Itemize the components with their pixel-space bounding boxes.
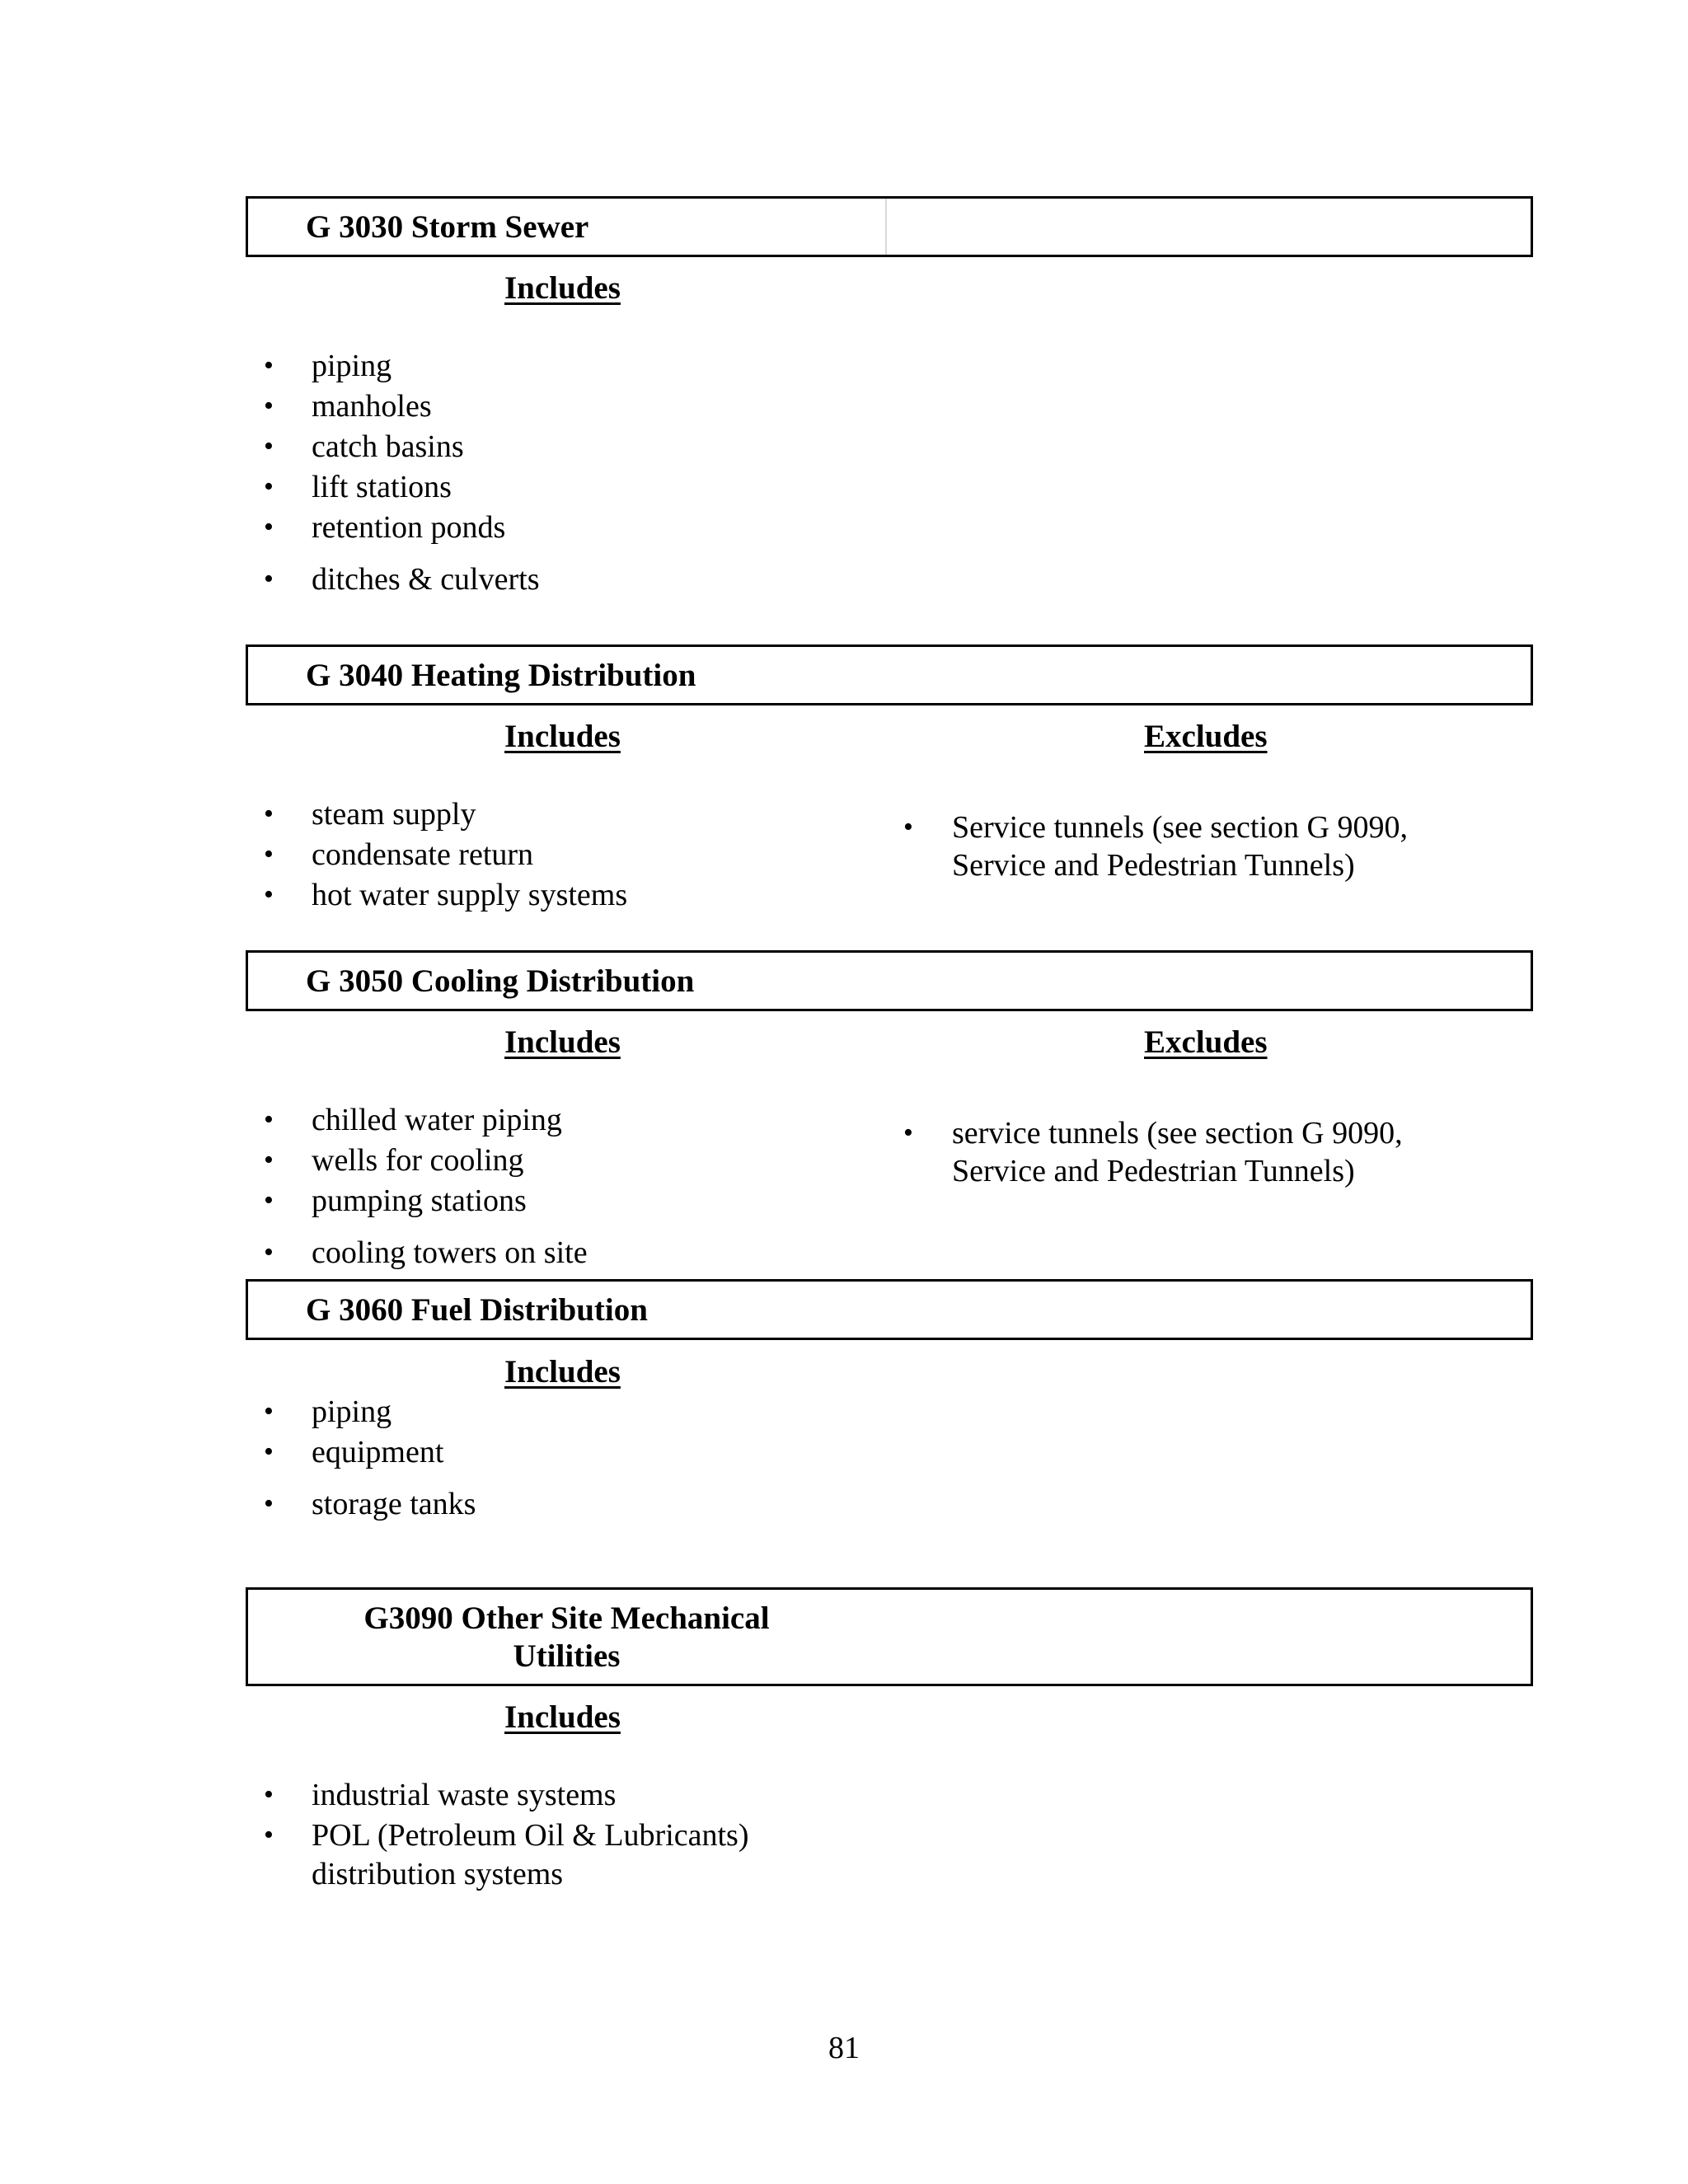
list-item-continued: distribution systems: [312, 1857, 564, 1891]
section-title: G3090 Other Site Mechanical: [363, 1601, 770, 1636]
bullet-icon: •: [264, 512, 274, 542]
list-item: Service and Pedestrian Tunnels): [952, 1154, 1355, 1188]
bullet-icon: •: [264, 564, 274, 594]
section-title: G 3050 Cooling Distribution: [306, 963, 695, 999]
list-item: Service tunnels (see section G 9090,: [952, 810, 1408, 845]
section-header-g3030: [246, 196, 1533, 257]
excludes-heading: Excludes: [1144, 1024, 1268, 1060]
bullet-icon: •: [264, 350, 274, 381]
bullet-icon: •: [264, 1436, 274, 1467]
section-header-g3060: [246, 1279, 1533, 1340]
section-title: G 3040 Heating Distribution: [306, 658, 696, 693]
list-item: lift stations: [312, 470, 452, 504]
section-title-continued: Utilities: [513, 1638, 621, 1674]
bullet-icon: •: [264, 1104, 274, 1135]
list-item: service tunnels (see section G 9090,: [952, 1116, 1403, 1151]
bullet-icon: •: [264, 1185, 274, 1216]
bullet-icon: •: [264, 391, 274, 421]
includes-heading: Includes: [504, 1354, 621, 1390]
bullet-icon: •: [264, 799, 274, 829]
section-header-g3050: [246, 950, 1533, 1011]
list-item: piping: [312, 1394, 392, 1429]
includes-heading: Includes: [504, 1024, 621, 1060]
bullet-icon: •: [264, 879, 274, 910]
bullet-icon: •: [903, 812, 913, 842]
bullet-icon: •: [264, 1779, 274, 1810]
section-header-g3040: [246, 644, 1533, 705]
list-item: cooling towers on site: [312, 1235, 588, 1270]
includes-heading: Includes: [504, 270, 621, 306]
list-item: equipment: [312, 1435, 444, 1469]
list-item: condensate return: [312, 837, 534, 872]
list-item: steam supply: [312, 797, 476, 832]
bullet-icon: •: [264, 1820, 274, 1850]
list-item: pumping stations: [312, 1183, 527, 1218]
bullet-icon: •: [264, 471, 274, 502]
list-item: retention ponds: [312, 510, 506, 545]
section-title: G 3060 Fuel Distribution: [306, 1292, 648, 1328]
list-item: storage tanks: [312, 1487, 476, 1521]
list-item: manholes: [312, 389, 432, 424]
header-divider: [885, 199, 887, 255]
bullet-icon: •: [264, 431, 274, 462]
excludes-heading: Excludes: [1144, 719, 1268, 754]
list-item: chilled water piping: [312, 1103, 562, 1137]
list-item: industrial waste systems: [312, 1778, 617, 1812]
page-number: 81: [828, 2031, 860, 2065]
bullet-icon: •: [264, 1145, 274, 1175]
includes-heading: Includes: [504, 1699, 621, 1735]
list-item: catch basins: [312, 429, 464, 464]
list-item: wells for cooling: [312, 1143, 524, 1178]
bullet-icon: •: [264, 1488, 274, 1519]
section-title: G 3030 Storm Sewer: [306, 209, 589, 245]
bullet-icon: •: [903, 1118, 913, 1148]
list-item: Service and Pedestrian Tunnels): [952, 848, 1355, 883]
bullet-icon: •: [264, 839, 274, 869]
bullet-icon: •: [264, 1396, 274, 1427]
list-item: piping: [312, 349, 392, 383]
bullet-icon: •: [264, 1237, 274, 1268]
section-header-g3090: [246, 1587, 1533, 1686]
list-item: ditches & culverts: [312, 562, 540, 597]
includes-heading: Includes: [504, 719, 621, 754]
list-item: POL (Petroleum Oil & Lubricants): [312, 1818, 749, 1853]
list-item: hot water supply systems: [312, 878, 628, 912]
